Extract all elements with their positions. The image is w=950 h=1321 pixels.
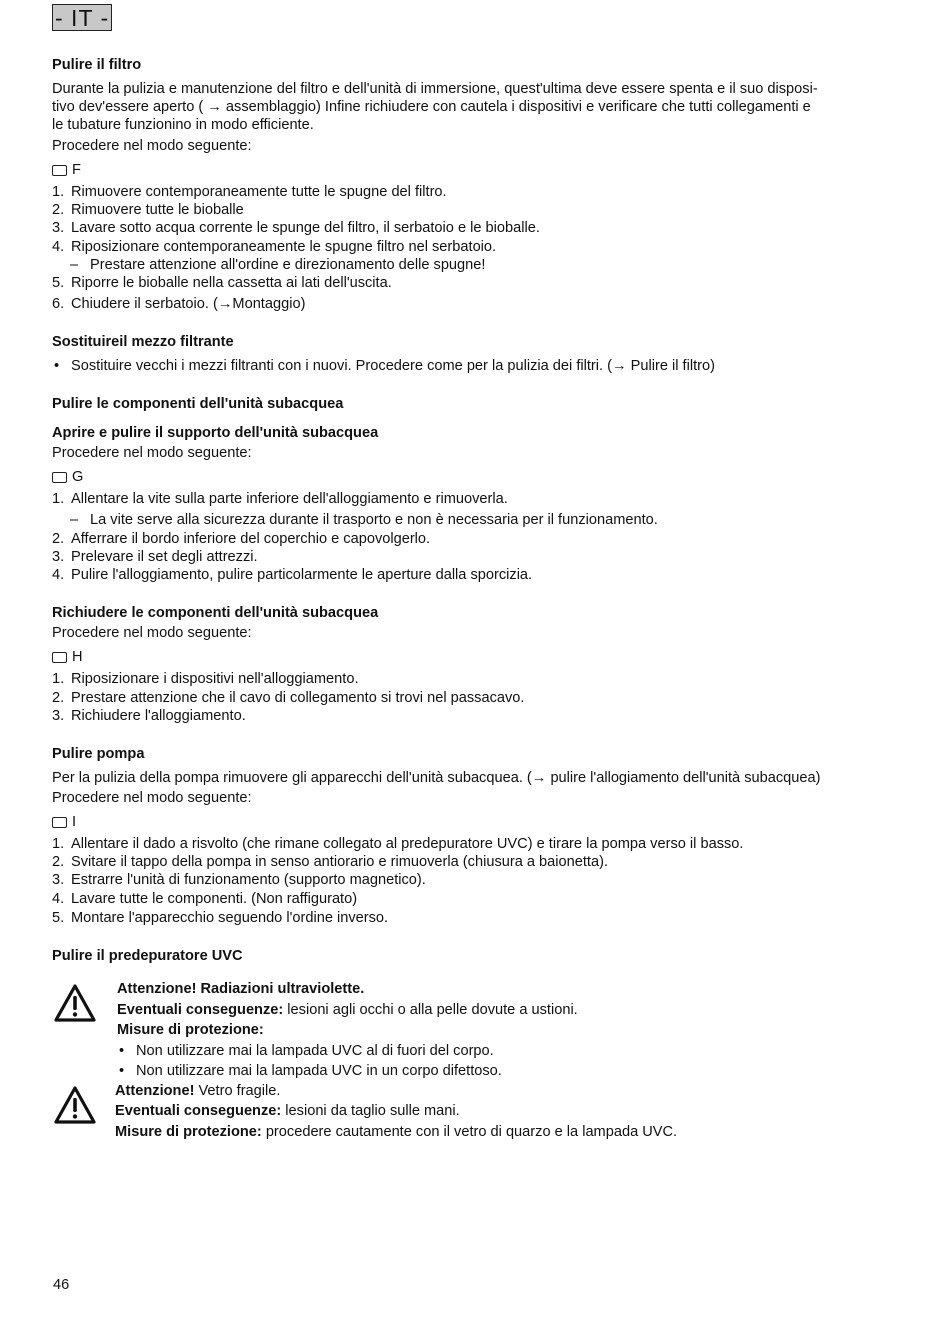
list-item: 3. Estrarre l'unità di funzionamento (supporto magnetico). bbox=[52, 872, 426, 889]
figure-icon bbox=[52, 817, 67, 828]
list-item: 4. Riposizionare contemporaneamente le spugne filtro nel serbatoio. bbox=[52, 238, 497, 255]
warning-triangle-icon bbox=[53, 983, 97, 1023]
figure-label: G bbox=[72, 469, 84, 486]
proceed-text: Procedere nel modo seguente: bbox=[52, 790, 252, 807]
warning-triangle-icon bbox=[53, 1085, 97, 1125]
figure-label: H bbox=[72, 649, 83, 666]
section-title-clean-uvc: Pulire il predepuratore UVC bbox=[52, 948, 243, 965]
paragraph-line: Per la pulizia della pompa rimuovere gli apparecchi dell'unità subacquea. (→ pulire l'allogiamento dell'unità subacquea) bbox=[52, 770, 821, 787]
page-content bbox=[52, 56, 897, 1142]
bullet-item: • Sostituire vecchi i mezzi filtranti con i nuovi. Procedere come per la pulizia dei filtri. (→ Pulire il filtro) bbox=[54, 358, 715, 375]
figure-icon bbox=[52, 472, 67, 483]
consequences-label: Eventuali conseguenze: bbox=[117, 1001, 284, 1018]
warning-block-glass bbox=[52, 1082, 897, 1143]
section-title-clean-pump: Pulire pompa bbox=[52, 746, 145, 763]
paragraph-line: le tubature funzionino in modo efficiente. bbox=[52, 117, 314, 133]
note-item: – Prestare attenzione all'ordine e direzionamento delle spugne! bbox=[70, 256, 486, 273]
figure-ref bbox=[52, 648, 897, 666]
list-item: 3. Prelevare il set degli attrezzi. bbox=[52, 549, 258, 566]
list-item: 1. Riposizionare i dispositivi nell'alloggiamento. bbox=[52, 671, 359, 688]
steps-list bbox=[52, 274, 897, 313]
steps-list bbox=[52, 670, 897, 725]
consequences-text: lesioni agli occhi o alla pelle dovute a ustioni. bbox=[283, 1001, 578, 1018]
figure-label: I bbox=[72, 814, 77, 831]
bullet-item: • Non utilizzare mai la lampada UVC in un corpo difettoso. bbox=[119, 1063, 502, 1080]
note-item: – La vite serve alla sicurezza durante il trasporto e non è necessaria per il funzionamento. bbox=[70, 511, 658, 528]
list-item: 2. Svitare il tappo della pompa in senso antiorario e rimuoverla (chiusura a baionetta). bbox=[52, 854, 609, 871]
page-number: 46 bbox=[53, 1277, 70, 1293]
figure-icon bbox=[52, 652, 67, 663]
paragraph-line: Durante la pulizia e manutenzione del filtro e dell'unità di immersione, quest'ultima deve essere spenta e il suo disposi- bbox=[52, 81, 818, 97]
section-title-reclose: Richiudere le componenti dell'unità subacquea bbox=[52, 605, 379, 622]
proceed-text: Procedere nel modo seguente: bbox=[52, 625, 252, 642]
figure-ref bbox=[52, 468, 897, 486]
list-item: 3. Richiudere l'alloggiamento. bbox=[52, 707, 246, 724]
steps-list bbox=[52, 530, 897, 585]
language-tag: - IT - bbox=[52, 4, 112, 31]
consequences-label: Eventuali conseguenze: bbox=[115, 1103, 282, 1120]
list-item: 4. Pulire l'alloggiamento, pulire particolarmente le aperture dalla sporcizia. bbox=[52, 567, 533, 584]
list-item: 2. Afferrare il bordo inferiore del coperchio e capovolgerlo. bbox=[52, 530, 431, 547]
figure-icon bbox=[52, 165, 67, 176]
measures-label: Misure di protezione: bbox=[117, 1022, 264, 1039]
warning-text bbox=[117, 979, 578, 1082]
list-item: 3. Lavare sotto acqua corrente le spunge del filtro, il serbatoio e le bioballe. bbox=[52, 220, 540, 237]
proceed-text: Procedere nel modo seguente: bbox=[52, 138, 252, 154]
figure-ref bbox=[52, 161, 897, 179]
warning-text bbox=[115, 1081, 677, 1143]
section-title-clean-filter: Pulire il filtro bbox=[52, 57, 142, 73]
figure-ref bbox=[52, 813, 897, 831]
list-item: 2. Prestare attenzione che il cavo di collegamento si trovi nel passacavo. bbox=[52, 689, 525, 706]
list-item: 1. Allentare il dado a risvolto (che rimane collegato al predepuratore UVC) e tirare la pompa verso il basso. bbox=[52, 836, 744, 853]
paragraph-line: tivo dev'essere aperto ( → assemblaggio) Infine richiudere con cautela i dispositivi e verificare che tutti collegamenti e bbox=[52, 99, 811, 115]
consequences-text: lesioni da taglio sulle mani. bbox=[281, 1103, 460, 1120]
subsection-title: Aprire e pulire il supporto dell'unità subacquea bbox=[52, 425, 379, 442]
list-item: 2. Rimuovere tutte le bioballe bbox=[52, 202, 244, 219]
warning-title-text: Vetro fragile. bbox=[194, 1082, 281, 1099]
measures-text: procedere cautamente con il vetro di quarzo e la lampada UVC. bbox=[261, 1123, 678, 1140]
list-item: 5. Riporre le bioballe nella cassetta ai lati dell'uscita. bbox=[52, 275, 392, 292]
bullet-item: • Non utilizzare mai la lampada UVC al di fuori del corpo. bbox=[119, 1042, 494, 1059]
measures-label: Misure di protezione: bbox=[115, 1123, 262, 1140]
list-item: 4. Lavare tutte le componenti. (Non raffigurato) bbox=[52, 890, 358, 907]
warning-title-label: Attenzione! bbox=[115, 1082, 195, 1099]
list-item: 5. Montare l'apparecchio seguendo l'ordine inverso. bbox=[52, 909, 389, 926]
steps-list bbox=[52, 835, 897, 927]
section-title-replace-media: Sostituireil mezzo filtrante bbox=[52, 334, 234, 351]
list-item: 1. Allentare la vite sulla parte inferiore dell'alloggiamento e rimuoverla. bbox=[52, 491, 508, 508]
section-title-clean-components: Pulire le componenti dell'unità subacquea bbox=[52, 396, 344, 413]
figure-label: F bbox=[72, 162, 81, 178]
list-item: 6. Chiudere il serbatoio. (→Montaggio) bbox=[52, 296, 306, 313]
steps-list bbox=[52, 490, 897, 508]
warning-title: Attenzione! Radiazioni ultraviolette. bbox=[117, 981, 365, 998]
proceed-text: Procedere nel modo seguente: bbox=[52, 445, 252, 462]
steps-list bbox=[52, 183, 897, 256]
warning-block-uv bbox=[52, 983, 897, 1082]
list-item: 1. Rimuovere contemporaneamente tutte le spugne del filtro. bbox=[52, 184, 447, 200]
